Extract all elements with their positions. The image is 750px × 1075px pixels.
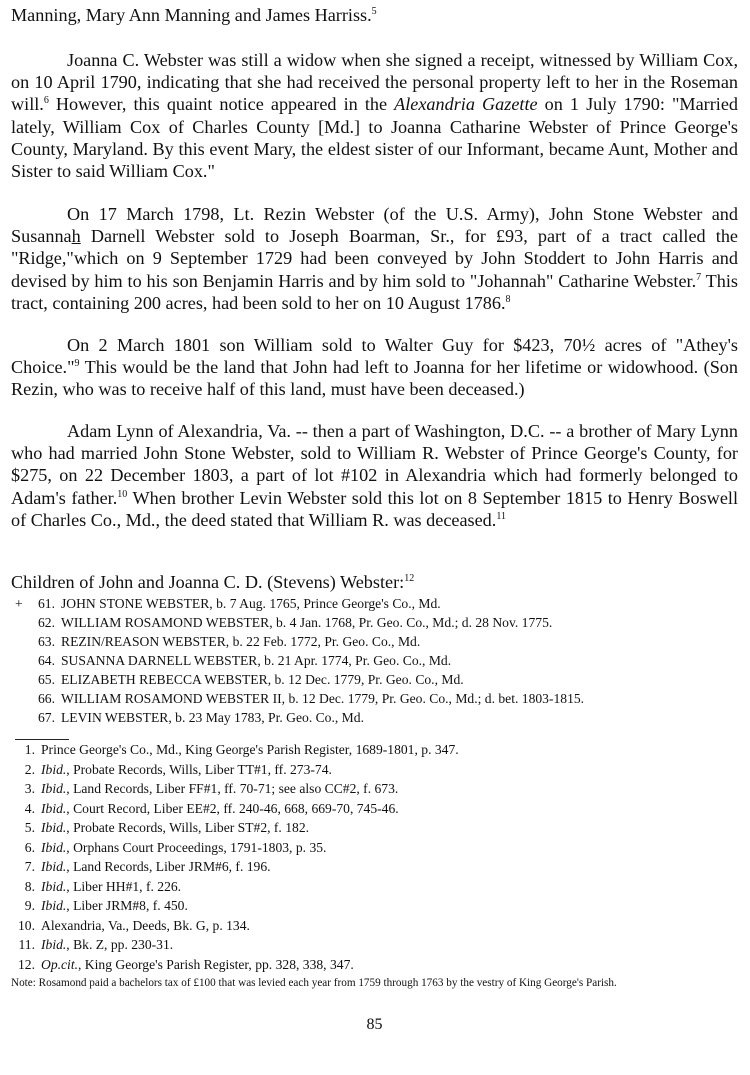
child-number: 64. [38, 653, 55, 668]
child-text [61, 708, 364, 727]
footnote-citation: Alexandria, Va., Deeds, Bk. G, p. 134. [41, 917, 250, 933]
footnote-number: 2. [24, 761, 35, 777]
child-text [61, 670, 464, 689]
footnote [11, 779, 738, 799]
tax-note: Note: Rosamond paid a bachelors tax of £100 that was levied each year from 1759 through 1763 by the vestry of King George's Parish. [11, 977, 617, 989]
footnote-ref: 5 [371, 6, 377, 17]
child-text [61, 689, 584, 708]
footnote-citation: , Probate Records, Wills, Liber ST#2, f. 182. [66, 820, 310, 835]
footnote-ref: 7 [696, 271, 702, 283]
footnote-text [41, 838, 326, 858]
footnote-ref: 6 [43, 95, 49, 107]
footnote-italic: Ibid. [41, 859, 67, 874]
child-details: , b. 4 Jan. 1768, Pr. Geo. Co., Md.; d. 28 Nov. 1775. [269, 615, 553, 630]
footnote-text [41, 818, 309, 838]
footnote [11, 740, 738, 760]
children-heading [11, 571, 414, 593]
child-details: , b. 22 Feb. 1772, Pr. Geo. Co., Md. [225, 634, 421, 649]
footnote [11, 799, 738, 819]
footnote-ref: 11 [496, 510, 506, 522]
paragraph-text: On 17 March 1798, Lt. Rezin Webster (of the U.S. Army), John Stone Webster and Susanna [11, 204, 738, 247]
footnote [11, 955, 738, 975]
footnote-italic: Ibid. [41, 781, 67, 796]
child-entry [11, 594, 738, 613]
child-details: , b. 7 Aug. 1765, Prince George's Co., Md. [209, 596, 441, 611]
footnote-citation: , King George's Parish Register, pp. 328, 338, 347. [78, 956, 354, 972]
paragraph-text: However, this quaint notice appeared in the [48, 94, 395, 115]
paragraph-text: This would be the land that John had left to Joanna for her lifetime or widowhood. (Son Rezin, who was to receive half of this land, must have been deceased.) [11, 357, 738, 400]
footnote-number: 4. [24, 800, 35, 816]
page-number: 85 [366, 1016, 383, 1033]
paragraph-continuation [11, 4, 738, 26]
footnote-text [41, 740, 459, 760]
paragraph-widow-receipt [11, 49, 738, 182]
footnote-text [41, 877, 181, 897]
child-entry [11, 689, 738, 708]
paragraph-atheys-choice [11, 334, 738, 401]
paragraph-text: on 1 July 1790: "Married lately, William Cox of Charles County [Md.] to Joanna Catharine Webster of Prince George's County, Maryland. By this event Mary, the eldest sister of our Informant, became Aunt, Mother and Sister to said William Cox." [11, 94, 738, 182]
child-entry [11, 632, 738, 651]
footnote-citation: , Court Record, Liber EE#2, ff. 240-46, 668, 669-70, 745-46. [66, 800, 399, 816]
child-details: , b. 23 May 1783, Pr. Geo. Co., Md. [168, 710, 364, 725]
footnote-number: 5. [24, 820, 35, 835]
footnote-number: 8. [24, 878, 35, 894]
footnote-citation: , Probate Records, Wills, Liber TT#1, ff. 273-74. [66, 761, 332, 777]
footnote-italic: Ibid. [41, 820, 67, 835]
footnote [11, 857, 738, 877]
footnote-text [41, 916, 250, 936]
paragraph-text: On 2 March 1801 son William sold to Walter Guy for $423, 70½ acres of "Athey's Choice." [11, 335, 738, 378]
underlined-letter: h [71, 226, 81, 247]
children-list [11, 594, 738, 727]
footnote-citation: , Liber JRM#8, f. 450. [66, 898, 188, 913]
child-name: LEVIN WEBSTER [61, 710, 169, 725]
footnote-ref: 8 [505, 293, 511, 305]
child-entry [11, 651, 738, 670]
footnote-citation: , Liber HH#1, f. 226. [66, 878, 182, 894]
progeny-marker: + [15, 596, 23, 611]
children-heading-text: Children of John and Joanna C. D. (Stevens) Webster: [11, 572, 405, 592]
child-details: , b. 12 Dec. 1779, Pr. Geo. Co., Md.; d. bet. 1803-1815. [281, 691, 585, 706]
footnote-text [41, 760, 332, 780]
child-number: 67. [38, 710, 55, 725]
footnote-number: 10. [18, 917, 35, 933]
footnote-number: 1. [24, 742, 35, 757]
child-text [61, 594, 441, 613]
footnote-text [41, 896, 188, 916]
child-name: JOHN STONE WEBSTER [61, 596, 210, 611]
child-entry [11, 670, 738, 689]
child-name: WILLIAM ROSAMOND WEBSTER [61, 615, 270, 630]
footnote-number: 9. [24, 898, 35, 913]
footnote-ref: 9 [74, 358, 80, 370]
footnote [11, 877, 738, 897]
paragraph-ridge-sale [11, 203, 738, 314]
footnote [11, 935, 738, 955]
footnote-citation: , Orphans Court Proceedings, 1791-1803, p. 35. [66, 839, 327, 855]
footnote-ref: 10 [117, 488, 128, 500]
child-number: 66. [38, 691, 55, 706]
footnote-italic: Op.cit. [41, 956, 78, 972]
child-name: WILLIAM ROSAMOND WEBSTER II [61, 691, 282, 706]
footnote-text [41, 955, 354, 975]
child-number: 63. [38, 634, 55, 649]
child-name: SUSANNA DARNELL WEBSTER [61, 653, 258, 668]
footnote-citation: Prince George's Co., Md., King George's Parish Register, 1689-1801, p. 347. [41, 742, 459, 757]
footnote-text [41, 857, 271, 877]
footnote-number: 12. [18, 956, 35, 972]
footnote-number: 7. [24, 859, 35, 874]
footnotes-list [11, 740, 738, 974]
newspaper-title: Alexandria Gazette [394, 94, 538, 115]
child-details: , b. 12 Dec. 1779, Pr. Geo. Co., Md. [267, 672, 464, 687]
footnote-italic: Ibid. [41, 898, 67, 913]
child-text [61, 651, 451, 670]
child-text [61, 613, 552, 632]
footnote-italic: Ibid. [41, 878, 67, 894]
footnote-number: 3. [24, 781, 35, 796]
footnote [11, 896, 738, 916]
footnote-italic: Ibid. [41, 839, 67, 855]
footnote [11, 818, 738, 838]
footnote [11, 916, 738, 936]
footnote-citation: , Bk. Z, pp. 230-31. [66, 937, 174, 952]
child-text [61, 632, 420, 651]
footnote-citation: , Land Records, Liber FF#1, ff. 70-71; see also CC#2, f. 673. [66, 781, 399, 796]
paragraph-text: When brother Levin Webster sold this lot on 8 September 1815 to Henry Boswell of Charles Co., Md., the deed stated that William R. was deceased. [11, 487, 738, 530]
paragraph-text: Darnell Webster sold to Joseph Boarman, Sr., for £93, part of a tract called the "Ridge,"which on 9 September 1729 had been conveyed by John Stoddert to John Harris and devised by him to his son Benjamin Harris and by him sold to "Johannah" Catharine Webster. [11, 226, 738, 291]
paragraph-text: Adam Lynn of Alexandria, Va. -- then a part of Washington, D.C. -- a brother of Mary Lynn who had married John Stone Webster, sold to William R. Webster of Prince George's County, for $275, on 22 December 1803, a part of lot #102 in Alexandria which had formerly belonged to Adam's father. [11, 421, 738, 508]
footnote-italic: Ibid. [41, 937, 67, 952]
footnote [11, 838, 738, 858]
paragraph-text: This tract, containing 200 acres, had been sold to her on 10 August 1786. [11, 270, 738, 313]
paragraph-text: Joanna C. Webster was still a widow when she signed a receipt, witnessed by William Cox, on 10 April 1790, indicating that she had received the personal property left to her in the Roseman will. [11, 50, 738, 115]
footnote-ref: 12 [404, 573, 415, 584]
child-name: REZIN/REASON WEBSTER [61, 634, 226, 649]
footnote [11, 760, 738, 780]
child-number: 62. [38, 615, 55, 630]
child-number: 65. [38, 672, 55, 687]
child-name: ELIZABETH REBECCA WEBSTER [61, 672, 268, 687]
child-entry [11, 708, 738, 727]
paragraph-text: Manning, Mary Ann Manning and James Harriss. [11, 5, 372, 25]
footnote-italic: Ibid. [41, 800, 67, 816]
footnote-text [41, 779, 398, 799]
footnote-text [41, 935, 173, 955]
footnote-number: 11. [18, 937, 35, 952]
paragraph-adam-lynn [11, 420, 738, 531]
footnote-italic: Ibid. [41, 761, 67, 777]
child-number: 61. [38, 596, 55, 611]
child-entry [11, 613, 738, 632]
footnote-citation: , Land Records, Liber JRM#6, f. 196. [66, 859, 271, 874]
child-details: , b. 21 Apr. 1774, Pr. Geo. Co., Md. [257, 653, 452, 668]
footnote-number: 6. [24, 839, 35, 855]
footnote-text [41, 799, 399, 819]
